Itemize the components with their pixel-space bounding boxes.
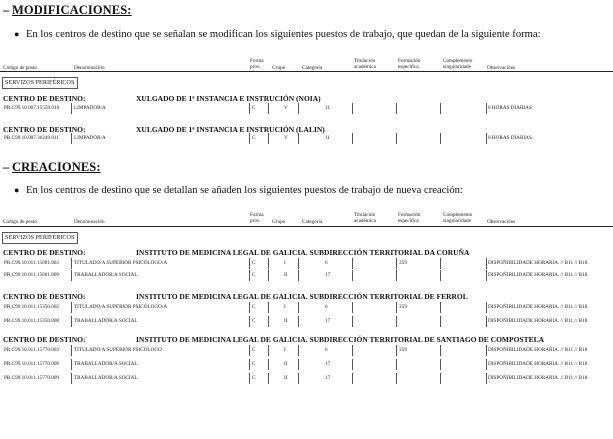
- cell-code: PR.C99.10.011.15001.009: [4, 272, 60, 278]
- cell-divider: [352, 133, 353, 144]
- cell-divider: [396, 133, 397, 144]
- cell-divider: [440, 103, 441, 114]
- column-header-line: Complemento: [443, 58, 473, 64]
- cell-observacions: DISPOÑIBILIDADE HORARIA. // B11 // B18.: [488, 304, 589, 310]
- cell-divider: [249, 302, 250, 313]
- cell-categoria: 6: [325, 347, 328, 353]
- cell-grupo: II: [284, 318, 288, 324]
- cell-divider: [396, 345, 397, 356]
- cell-categoria: 11: [325, 105, 330, 111]
- column-header-line: prov.: [250, 64, 261, 70]
- cell-categoria: 6: [325, 260, 328, 266]
- cell-divider: [440, 133, 441, 144]
- column-header-line: Titulación: [354, 212, 376, 218]
- table-header-rule: [0, 226, 613, 227]
- center-name: XULGADO DE 1ª INSTANCIA E INSTRUCIÓN (LALIN): [136, 125, 325, 134]
- cell-divider: [71, 359, 72, 370]
- cell-divider: [298, 133, 299, 144]
- table-row: [0, 271, 613, 283]
- cell-divider: [71, 103, 72, 114]
- cell-divider: [71, 345, 72, 356]
- table-row: [0, 134, 613, 146]
- center-label: CENTRO DE DESTINO:: [3, 125, 86, 134]
- column-header-line: Formación: [398, 58, 421, 64]
- heading-dash: –: [3, 3, 10, 17]
- cell-categoria: 11: [325, 135, 330, 141]
- cell-divider: [352, 359, 353, 370]
- cell-denom: TITULADO/A SUPERIOR PSICÓLOGO: [74, 347, 162, 353]
- cell-observacions: DISPOÑIBILIDADE HORARIA. // B11 // B18.: [488, 272, 589, 278]
- column-header-line: Forma: [250, 58, 264, 64]
- column-header-codigo: Código de posto: [3, 65, 38, 71]
- cell-formacion: 359: [399, 347, 407, 353]
- table-row: [0, 303, 613, 315]
- cell-divider: [298, 373, 299, 384]
- column-header-denominacion: Denominación: [74, 65, 105, 71]
- cell-divider: [396, 316, 397, 327]
- cell-divider: [249, 345, 250, 356]
- cell-observacions: DISPOÑIBILIDADE HORARIA. // B11 // B18.: [488, 318, 589, 324]
- cell-divider: [268, 373, 269, 384]
- cell-denom: TRABALLADOR/A SOCIAL: [74, 318, 138, 324]
- cell-divider: [249, 359, 250, 370]
- cell-code: PR.C99.10.007.36240.011: [4, 135, 60, 141]
- cell-divider: [249, 103, 250, 114]
- cell-divider: [440, 359, 441, 370]
- cell-divider: [486, 359, 487, 370]
- cell-code: PR.C99.10.011.15350.002: [4, 304, 60, 310]
- center-name: INSTITUTO DE MEDICINA LEGAL DE GALICIA. SUBDIRECCIÓN TERRITORIAL DE FERROL: [136, 292, 468, 301]
- cell-divider: [352, 316, 353, 327]
- table-row: [0, 346, 613, 358]
- cell-divider: [268, 258, 269, 269]
- cell-divider: [298, 103, 299, 114]
- column-header-line: singularidade: [443, 64, 471, 70]
- column-header-complemento: [443, 212, 472, 224]
- section-intro: [14, 185, 463, 196]
- cell-divider: [249, 258, 250, 269]
- cell-forma: C: [252, 260, 256, 266]
- cell-forma: C: [252, 318, 256, 324]
- section-heading-text: CREACIONES:: [12, 160, 101, 174]
- cell-divider: [268, 316, 269, 327]
- column-header-forma: [250, 58, 264, 70]
- center-name: XULGADO DE 1ª INSTANCIA E INSTRUCIÓN (NOIA): [136, 94, 321, 103]
- center-label: CENTRO DE DESTINO:: [3, 335, 86, 344]
- cell-observacions: DISPOÑIBILIDADE HORARIA. // B11 // B18.: [488, 375, 589, 381]
- cell-divider: [440, 373, 441, 384]
- cell-denom: LIMPADOR/A: [74, 135, 106, 141]
- column-header-categoria: Categoría: [302, 219, 323, 225]
- cell-forma: C: [252, 135, 256, 141]
- cell-formacion: 359: [399, 260, 407, 266]
- column-header-denominacion: Denominación: [74, 219, 105, 225]
- cell-code: PR.C99.10.011.15350.008: [4, 318, 60, 324]
- bullet-icon: ●: [14, 29, 20, 39]
- section-heading: [3, 160, 101, 175]
- cell-divider: [298, 258, 299, 269]
- cell-code: PR.C99.10.011.15770.008: [4, 361, 60, 367]
- cell-divider: [396, 302, 397, 313]
- cell-observacions: DISPOÑIBILIDADE HORARIA. // B11 // B18.: [488, 361, 589, 367]
- column-header-line: Titulación: [354, 58, 376, 64]
- cell-categoria: 17: [325, 318, 331, 324]
- center-label: CENTRO DE DESTINO:: [3, 94, 86, 103]
- cell-grupo: I: [284, 304, 286, 310]
- table-header-rule: [0, 71, 613, 72]
- center-of-destination: [3, 335, 611, 345]
- cell-denom: TITULADO/A SUPERIOR PSICÓLOGO/A: [74, 260, 168, 266]
- column-header-line: Forma: [250, 212, 264, 218]
- section-heading: [3, 3, 132, 18]
- service-label: SERVIZOS PERIFÉRICOS: [2, 232, 78, 244]
- cell-forma: C: [252, 347, 256, 353]
- cell-divider: [486, 270, 487, 281]
- cell-divider: [396, 270, 397, 281]
- cell-divider: [71, 270, 72, 281]
- cell-denom: TRABALLADOR/A SOCIAL: [74, 272, 138, 278]
- cell-grupo: I: [284, 260, 286, 266]
- cell-divider: [268, 302, 269, 313]
- cell-code: PR.C99.10.011.15770.003: [4, 347, 60, 353]
- center-of-destination: [3, 94, 611, 104]
- cell-grupo: II: [284, 361, 288, 367]
- cell-divider: [249, 316, 250, 327]
- cell-divider: [249, 270, 250, 281]
- cell-divider: [396, 103, 397, 114]
- column-header-complemento: [443, 58, 472, 70]
- cell-divider: [352, 302, 353, 313]
- cell-divider: [440, 258, 441, 269]
- cell-divider: [71, 316, 72, 327]
- cell-divider: [71, 373, 72, 384]
- column-header-line: Formación: [398, 212, 421, 218]
- center-name: INSTITUTO DE MEDICINA LEGAL DE GALICIA. SUBDIRECCIÓN TERRITORIAL DE SANTIAGO DE COMPOSTELA: [136, 335, 545, 344]
- column-header-line: Complemento: [443, 212, 473, 218]
- cell-divider: [486, 258, 487, 269]
- column-header-line: específica: [398, 218, 419, 224]
- cell-divider: [268, 345, 269, 356]
- cell-divider: [298, 345, 299, 356]
- cell-categoria: 6: [325, 304, 328, 310]
- cell-divider: [249, 373, 250, 384]
- cell-observacions: DISPOÑIBILIDADE HORARIA. // B11 // B18.: [488, 260, 589, 266]
- cell-divider: [71, 302, 72, 313]
- column-header-categoria: Categoría: [302, 65, 323, 71]
- cell-divider: [268, 359, 269, 370]
- table-row: [0, 104, 613, 116]
- cell-divider: [298, 359, 299, 370]
- cell-forma: C: [252, 272, 256, 278]
- cell-denom: TRABALLADOR/A SOCIAL: [74, 361, 138, 367]
- cell-grupo: V: [284, 135, 288, 141]
- cell-divider: [71, 258, 72, 269]
- cell-grupo: II: [284, 272, 288, 278]
- cell-divider: [71, 133, 72, 144]
- cell-divider: [486, 316, 487, 327]
- center-of-destination: [3, 248, 611, 258]
- cell-divider: [249, 133, 250, 144]
- cell-divider: [268, 133, 269, 144]
- section-intro: [14, 29, 541, 40]
- column-header-formacion: [398, 212, 420, 224]
- cell-divider: [352, 270, 353, 281]
- cell-categoria: 17: [325, 361, 331, 367]
- cell-divider: [486, 133, 487, 144]
- cell-divider: [352, 103, 353, 114]
- cell-divider: [486, 103, 487, 114]
- cell-formacion: 359: [399, 304, 407, 310]
- cell-divider: [440, 270, 441, 281]
- column-header-line: singularidade: [443, 218, 471, 224]
- column-header-observacions: Observacións: [487, 219, 516, 225]
- column-header-titulacion: [354, 58, 376, 70]
- section-heading-text: MODIFICACIONES:: [12, 3, 132, 17]
- cell-categoria: 17: [325, 272, 331, 278]
- table-row: [0, 317, 613, 329]
- cell-divider: [298, 302, 299, 313]
- cell-denom: TRABALLADOR/A SOCIAL: [74, 375, 138, 381]
- cell-forma: C: [252, 375, 256, 381]
- cell-divider: [440, 316, 441, 327]
- column-header-line: académica: [354, 64, 376, 70]
- section-intro-text: En los centros de destino que se señalan se modifican los siguientes puestos de trabajo, que quedan de la siguiente forma:: [26, 29, 541, 40]
- cell-divider: [440, 302, 441, 313]
- cell-divider: [268, 103, 269, 114]
- center-name: INSTITUTO DE MEDICINA LEGAL DE GALICIA. SUBDIRECCIÓN TERRITORIAL DA CORUÑA: [136, 248, 470, 257]
- cell-observacions: DISPOÑIBILIDADE HORARIA. // B11 // B18.: [488, 347, 589, 353]
- cell-divider: [352, 373, 353, 384]
- cell-divider: [396, 258, 397, 269]
- cell-divider: [268, 270, 269, 281]
- column-header-observacions: Observacións: [487, 65, 516, 71]
- column-header-line: académica: [354, 218, 376, 224]
- table-row: [0, 374, 613, 386]
- cell-divider: [396, 359, 397, 370]
- table-row: [0, 259, 613, 271]
- column-header-titulacion: [354, 212, 376, 224]
- cell-grupo: V: [284, 105, 288, 111]
- center-label: CENTRO DE DESTINO:: [3, 248, 86, 257]
- cell-code: PR.C99.10.007.15550.010: [4, 105, 60, 111]
- cell-grupo: I: [284, 347, 286, 353]
- cell-divider: [486, 345, 487, 356]
- cell-observacions: 6 HORAS DIARIAS: [488, 105, 532, 111]
- cell-grupo: II: [284, 375, 288, 381]
- table-row: [0, 360, 613, 372]
- cell-code: PR.C99.10.011.15770.009: [4, 375, 60, 381]
- cell-code: PR.C99.10.011.15001.003: [4, 260, 60, 266]
- cell-divider: [298, 270, 299, 281]
- cell-divider: [486, 302, 487, 313]
- column-header-line: prov.: [250, 218, 261, 224]
- column-header-formacion: [398, 58, 420, 70]
- bullet-icon: ●: [14, 185, 20, 195]
- section-intro-text: En los centros de destino que se detallan se añaden los siguientes puestos de trabajo de nueva creación:: [26, 185, 463, 196]
- column-header-forma: [250, 212, 264, 224]
- cell-divider: [298, 316, 299, 327]
- cell-observacions: 6 HORAS DIARIAS: [488, 135, 532, 141]
- cell-forma: C: [252, 105, 256, 111]
- service-label: SERVIZOS PERIFÉRICOS: [2, 77, 78, 89]
- cell-categoria: 17: [325, 375, 331, 381]
- cell-forma: C: [252, 361, 256, 367]
- cell-divider: [352, 258, 353, 269]
- column-header-grupo: Grupo: [272, 219, 286, 225]
- cell-denom: TITULADO/A SUPERIOR PSICÓLOGO/A: [74, 304, 168, 310]
- center-label: CENTRO DE DESTINO:: [3, 292, 86, 301]
- cell-divider: [440, 345, 441, 356]
- column-header-codigo: Código de posto: [3, 219, 38, 225]
- cell-divider: [396, 373, 397, 384]
- center-of-destination: [3, 292, 611, 302]
- cell-forma: C: [252, 304, 256, 310]
- column-header-line: específica: [398, 64, 419, 70]
- cell-divider: [352, 345, 353, 356]
- cell-denom: LIMPADOR/A: [74, 105, 106, 111]
- cell-divider: [486, 373, 487, 384]
- column-header-grupo: Grupo: [272, 65, 286, 71]
- heading-dash: –: [3, 160, 10, 174]
